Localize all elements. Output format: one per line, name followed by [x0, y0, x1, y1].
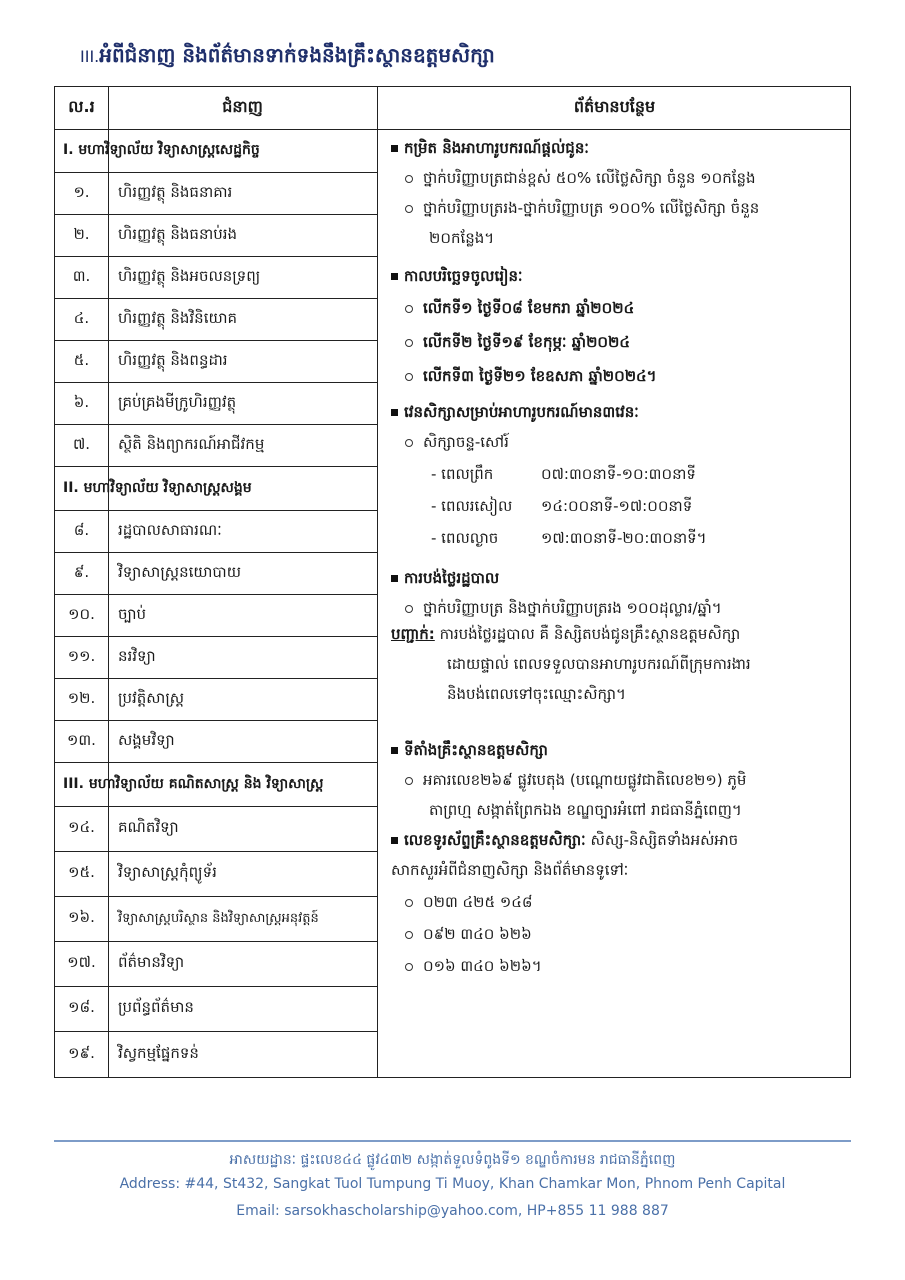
shift-label: - ពេលល្ងាច [431, 529, 499, 547]
circle-bullet-icon [405, 899, 413, 907]
phone-number: ០១៦ ៣៤០ ៦២៦។ [423, 957, 542, 975]
note-text: ដោយផ្ទាល់ ពេលទទួលបានអាហារូបករណ៍ពីក្រុមការងារ [447, 655, 751, 673]
row-number: ១១. [67, 646, 96, 665]
skill-name: ព័ត៌មានវិទ្យា [118, 953, 185, 971]
table-row [55, 897, 377, 942]
table-row [55, 299, 377, 341]
row-number: ១០. [68, 604, 95, 623]
skill-name: ហិរញ្ញវត្ថុ និងវិនិយោគ [118, 308, 238, 327]
skill-name: វិទ្យាសាស្ត្របរិស្ថាន និងវិទ្យាសាស្ត្រអនុវត្តន៍ [118, 910, 319, 926]
faculty-section-row [55, 467, 377, 511]
faculty-title: II. មហាវិទ្យាល័យ វិទ្យាសាស្ត្រសង្គម [63, 480, 252, 496]
footer-contact: Email: sarsokhascholarship@yahoo.com, HP+855 11 988 887 [236, 1203, 669, 1219]
header-skill: ជំនាញ [222, 97, 263, 116]
row-number: ២. [73, 224, 90, 243]
skill-name: ហិរញ្ញវត្ថុ និងអចលនទ្រព្យ [118, 266, 261, 285]
header-no: ល.រ [68, 97, 95, 116]
row-number: ១២. [67, 688, 96, 707]
circle-bullet-icon [405, 439, 413, 447]
table-row [55, 511, 377, 553]
table-row [55, 173, 377, 215]
square-bullet-icon [391, 145, 398, 152]
column-divider [377, 87, 378, 1077]
location-heading: ទីតាំងគ្រឹះស្ថានឧត្តមសិក្សា [404, 741, 548, 759]
skill-name: វិស្វកម្មផ្នែកទន់ [118, 1044, 199, 1062]
table-row [55, 721, 377, 763]
square-bullet-icon [391, 409, 398, 416]
row-number: ៤. [73, 308, 90, 327]
row-number: ១៨. [68, 998, 95, 1016]
shift-row [391, 463, 841, 485]
circle-bullet-icon [405, 205, 413, 213]
header-info: ព័ត៌មានបន្ថែម [573, 97, 656, 116]
note-label: បញ្ជាក់: [391, 625, 435, 643]
location-line: តាព្រហ្ម សង្កាត់ព្រែកឯង ខណ្ឌច្បារអំពៅ រាជធានីភ្នំពេញ។ [429, 801, 742, 819]
footer-khmer-address: អាសយដ្ឋានៈ ផ្ទះលេខ៤៤ ផ្លូវ៤៣២ សង្កាត់ទួលទំពូងទី១ ខណ្ឌចំការមន រាជធានីភ្នំពេញ [229, 1152, 676, 1168]
skill-name: គណិតវិទ្យា [118, 818, 179, 836]
row-number: ៥. [73, 350, 90, 369]
shift-label: - ពេលព្រឹក [431, 465, 494, 483]
shift-time: ០៧:៣០នាទី-១០:៣០នាទី [541, 465, 696, 483]
skill-name: រដ្ឋបាលសាធារណៈ [118, 520, 222, 539]
row-number: ១៦. [68, 908, 95, 926]
title-text: អំពីជំនាញ និងព័ត៌មានទាក់ទងនឹងគ្រឹះស្ថានឧត្តមសិក្សា [99, 43, 495, 67]
shift-row [391, 527, 841, 549]
faculty-title: III. មហាវិទ្យាល័យ គណិតសាស្ត្រ និង វិទ្យាសាស្ត្រ [63, 776, 324, 792]
note-text: ការបង់ថ្លៃរដ្ឋបាល គឺ និស្សិតបង់ជូនគ្រឹះស្ថានឧត្តមសិក្សា [439, 625, 741, 643]
skill-name: ហិរញ្ញវត្ថុ និងពន្ធដារ [118, 350, 228, 369]
square-bullet-icon [391, 273, 398, 280]
location-line: អគារលេខ២៦៩ ផ្លូវបេតុង (បណ្តោយផ្លូវជាតិលេខ២១) ភូមិ [423, 771, 747, 789]
row-number: ៦. [73, 392, 90, 411]
criteria-item-cont: ២០កន្លែង។ [429, 229, 495, 247]
table-row [55, 987, 377, 1032]
circle-bullet-icon [405, 175, 413, 183]
skill-name: ហិរញ្ញវត្ថុ និងធនាប់រង [118, 224, 238, 243]
table-row [55, 215, 377, 257]
location-block [391, 739, 841, 821]
row-number: ៩. [73, 562, 90, 581]
row-number: ៧. [72, 434, 91, 453]
table-row [55, 257, 377, 299]
skill-name: វិទ្យាសាស្ត្រនយោបាយ [118, 562, 241, 581]
table-row [55, 942, 377, 987]
table-row [55, 679, 377, 721]
footer-address: Address: #44, St432, Sangkat Tuol Tumpung Ti Muoy, Khan Chamkar Mon, Phnom Penh Capital [119, 1176, 786, 1192]
table-row [55, 425, 377, 467]
shifts-heading: វេនសិក្សាសម្រាប់អាហារូបករណ៍មាន៣វេនៈ [404, 403, 639, 421]
row-number: ១៧. [67, 953, 96, 971]
page-title [80, 42, 495, 72]
intake-item: លើកទី១ ថ្ងៃទី០៨ ខែមករា ឆ្នាំ២០២៤ [423, 299, 635, 317]
row-number: ៣. [72, 266, 91, 285]
phone-number: ០២៣ ៤២៥ ១៤៨ [423, 893, 533, 911]
faculty-title: I. មហាវិទ្យាល័យ វិទ្យាសាស្ត្រសេដ្ឋកិច្ច [63, 142, 260, 158]
admin-fee-heading: ការបង់ថ្លៃរដ្ឋបាល [404, 569, 500, 587]
note-text: និងបង់ពេលទៅចុះឈ្មោះសិក្សា។ [447, 685, 626, 703]
skill-name: ហិរញ្ញវត្ថុ និងធនាគារ [118, 182, 233, 201]
table-row [55, 637, 377, 679]
row-number: ១៥. [68, 863, 95, 881]
criteria-item: ថ្នាក់បរិញ្ញាបត្រជាន់ខ្ពស់ ៥០% លើថ្លៃសិក្សា ចំនួន ១០កន្លែង [423, 169, 756, 187]
row-number: ១. [73, 182, 90, 201]
circle-bullet-icon [405, 339, 413, 347]
row-number: ១៣. [67, 730, 96, 749]
shift-label: - ពេលរសៀល [431, 497, 513, 515]
title-roman: III. [80, 47, 100, 66]
skill-name: ប្រព័ន្ធព័ត៌មាន [118, 998, 194, 1016]
phone-line: សាកសួរអំពីជំនាញសិក្សា និងព័ត៌មានទូទៅៈ [391, 861, 629, 879]
row-number: ៨. [73, 520, 90, 539]
shift-time: ១៧:៣០នាទី-២០:៣០នាទី។ [541, 529, 707, 547]
row-number: ១៤. [68, 818, 95, 836]
skill-name: គ្រប់គ្រងមីក្រូហិរញ្ញវត្ថុ [118, 392, 237, 411]
table-row [55, 852, 377, 897]
footer-divider [54, 1140, 851, 1142]
phone-block [391, 829, 841, 977]
square-bullet-icon [391, 837, 398, 844]
shift-row [391, 495, 841, 517]
skill-name: នរវិទ្យា [118, 646, 156, 665]
table-row [55, 341, 377, 383]
circle-bullet-icon [405, 373, 413, 381]
phone-heading-tail: សិស្ស-និស្សិតទាំងអស់អាច [590, 831, 739, 849]
table-row [55, 383, 377, 425]
circle-bullet-icon [405, 963, 413, 971]
intake-item: លើកទី៣ ថ្ងៃទី២១ ខែឧសភា ឆ្នាំ២០២៤។ [423, 367, 657, 385]
table-row [55, 553, 377, 595]
skill-name: ច្បាប់ [118, 604, 147, 623]
shift-time: ១៤:០០នាទី-១៧:០០នាទី [541, 497, 693, 515]
intake-block [391, 265, 841, 387]
phone-heading: លេខទូរស័ព្ទគ្រឹះស្ថានឧត្តមសិក្សាៈ [404, 831, 586, 849]
intake-heading: កាលបរិច្ឆេទចូលរៀនៈ [404, 267, 523, 285]
admin-fee-block [391, 567, 841, 705]
admin-fee-item: ថ្នាក់បរិញ្ញាបត្រ និងថ្នាក់បរិញ្ញាបត្ររង ១០០ដុល្លារ/ឆ្នាំ។ [423, 599, 722, 617]
shifts-block [391, 401, 841, 549]
phone-number: ០៩២ ៣៤០ ៦២៦ [423, 925, 532, 943]
circle-bullet-icon [405, 305, 413, 313]
circle-bullet-icon [405, 931, 413, 939]
table-row [55, 595, 377, 637]
skill-name: ប្រវត្តិសាស្ត្រ [118, 688, 185, 707]
square-bullet-icon [391, 747, 398, 754]
table-row [55, 807, 377, 852]
circle-bullet-icon [405, 777, 413, 785]
criteria-heading: កម្រិត និងអាហារូបករណ៍ផ្តល់ជូនៈ [404, 139, 589, 157]
skills-table [54, 86, 851, 1078]
table-row [55, 1032, 377, 1078]
faculty-section-row [55, 129, 377, 173]
row-number: ១៩. [68, 1044, 95, 1062]
shifts-sub: សិក្សាចន្ទ-សៅរ៍ [423, 433, 509, 451]
faculty-section-row [55, 763, 377, 807]
skill-name: វិទ្យាសាស្ត្រកុំព្យូទ័រ [118, 863, 217, 881]
square-bullet-icon [391, 575, 398, 582]
skill-name: ស្ថិតិ និងព្យាករណ៍អាជីវកម្ម [118, 434, 265, 453]
criteria-block [391, 137, 841, 249]
intake-item: លើកទី២ ថ្ងៃទី១៩ ខែកុម្ភៈ ឆ្នាំ២០២៤ [423, 333, 631, 351]
circle-bullet-icon [405, 605, 413, 613]
skill-name: សង្គមវិទ្យា [118, 730, 175, 749]
criteria-item: ថ្នាក់បរិញ្ញាបត្ររង-ថ្នាក់បរិញ្ញាបត្រ ១០០% លើថ្លៃសិក្សា ចំនួន [423, 199, 760, 217]
